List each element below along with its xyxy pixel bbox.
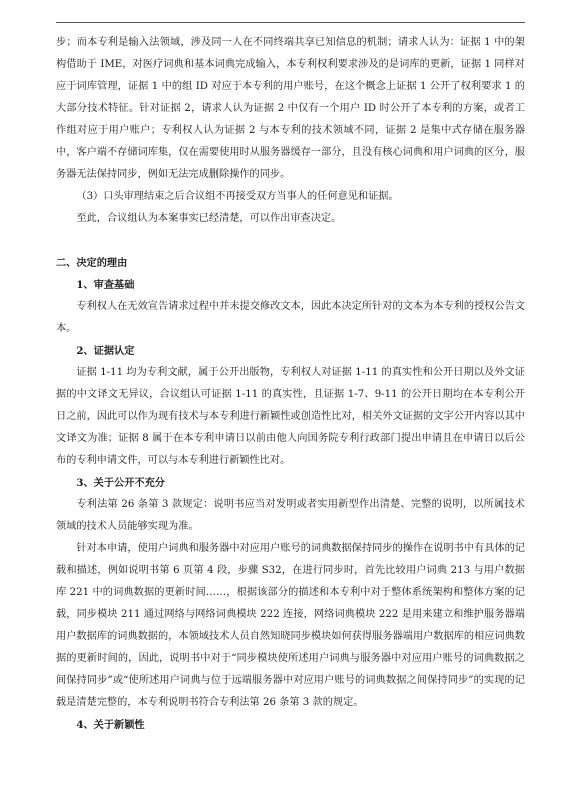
paragraph-evidence-arguments: 步；而本专利是输入法领域，涉及同一人在不同终端共享已知信息的机制；请求人认为：证据 1 中的架构借助于 IME，对医疗词典和基本词典完成输入，本专利权利要求涉及的是词库的更新，证据 1 同样对应于词库管理，证据 1 中的组 ID 对应于本专利的用户账号，在这个概念上证据 1 公开了权利要求 1 的大部分技术特征。针对证据 2，请求人认为证据 2 中仅有一个用户 ID 时公开了本专利的方案，或者工作组对应于用户账户；专利权人认为证据 2 与本专利的技术领域不同，证据 2 是集中式存储在服务器中，客户端不存储词库集，仅在需要使用时从服务器缓存一部分，且没有核心词典和用户词典的区分，服务器无法保持同步，例如无法完成删除操作的同步。 xyxy=(56,37,525,180)
paragraph-sync-analysis: 针对本申请，使用户词典和服务器中对应用户账号的词典数据保持同步的操作在说明书中有具体的记载和描述，例如说明书第 6 页第 4 段，步骤 S32，在进行同步时，首先比较用户词典 213 与用户数据库 221 中的词典数据的更新时间……，根据该部分的描述和本专利中对于整体系统架构和整体方案的记载，同步模块 211 通过网络与网络词典模块 222 连接，网络词典模块 222 是用来建立和维护服务器端用户数据库的词典数据的，本领域技术人员自然知晓同步模块如何获得服务器端用户数据库的相应词典数据的更新时间的，因此，说明书中对于“同步模块使所述用户词典与服务器中对应用户账号的词典数据之间保持同步”或“使所述用户词典与位于远端服务器中对应用户账号的词典数据之间保持同步”的实现的记载是清楚完整的，本专利说明书符合专利法第 26 条第 3 款的规定。 xyxy=(56,543,525,708)
paragraph-evidence: 证据 1-11 均为专利文献，属于公开出版物，专利权人对证据 1-11 的真实性和公开日期以及外文证据的中文译文无异议，合议组认可证据 1-11 的真实性，且证据 1-7、9-11 的公开日期均在本专利公开日之前，因此可以作为现有技术与本专利进行新颖性或创造性比对，相关外文证据的文字公开内容以其中文译文为准；证据 8 属于在本专利申请日以前由他人向国务院专利行政部门提出申请且在申请日以后公布的专利申请文件，可以与本专利进行新颖性比对。 xyxy=(56,367,525,466)
paragraph-review-basis: 专利权人在无效宣告请求过程中并未提交修改文本，因此本决定所针对的文本为本专利的授权公告文本。 xyxy=(56,301,525,334)
subsection-title-review-basis: 1、审查基础 xyxy=(76,279,135,291)
paragraph-article-26: 专利法第 26 条第 3 款规定：说明书应当对发明或者实用新型作出清楚、完整的说明，以所属技术领域的技术人员能够实现为准。 xyxy=(56,499,525,532)
subsection-title-insufficient-disclosure: 3、关于公开不充分 xyxy=(76,477,165,489)
spacer xyxy=(56,230,525,252)
paragraph-oral-hearing-end: （3）口头审理结束之后合议组不再接受双方当事人的任何意见和证据。 xyxy=(76,191,399,202)
subsection-title-novelty: 4、关于新颖性 xyxy=(76,719,145,731)
top-rule xyxy=(56,22,525,23)
subsection-title-evidence: 2、证据认定 xyxy=(76,345,135,357)
paragraph-facts-clear: 至此，合议组认为本案事实已经清楚，可以作出审查决定。 xyxy=(76,213,342,224)
section-title-reasons: 二、决定的理由 xyxy=(56,257,128,269)
document-body xyxy=(56,32,525,736)
